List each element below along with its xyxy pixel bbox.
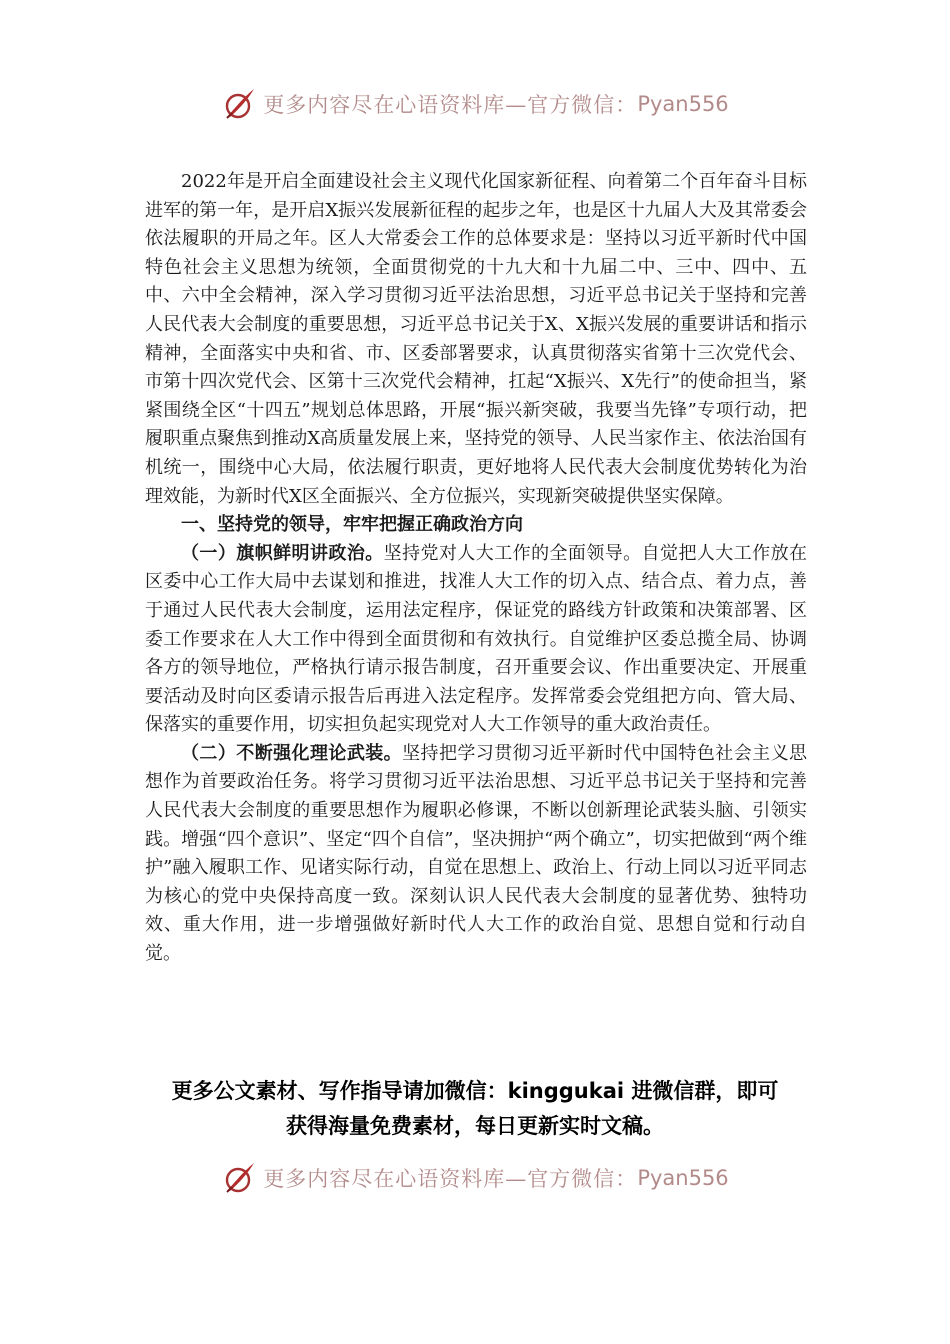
- subsection-2-lead: （二）不断强化理论武装。: [181, 742, 403, 764]
- subsection-2-text: 坚持把学习贯彻习近平新时代中国特色社会主义思想作为首要政治任务。将学习贯彻习近平法治思想、习近平总书记关于坚持和完善人民代表大会制度的重要思想作为履职必修课，不断以创新理论武装头脑、引领实践。增强“四个意识”、坚定“四个自信”，坚决拥护“两个确立”，切实把做到“两个维护”融入履职工作、见诸实际行动，自觉在思想上、政治上、行动上同以习近平同志为核心的党中央保持高度一致。深刻认识人民代表大会制度的显著优势、独特功效、重大作用，进一步增强做好新时代人大工作的政治自觉、思想自觉和行动自觉。: [145, 742, 808, 965]
- subsection-1-text: 坚持党对人大工作的全面领导。自觉把人大工作放在区委中心工作大局中去谋划和推进，找准人大工作的切入点、结合点、着力点，善于通过人民代表大会制度，运用法定程序，保证党的路线方针政策和决策部署、区委工作要求在人大工作中得到全面贯彻和有效执行。自觉维护区委总揽全局、协调各方的领导地位，严格执行请示报告制度，召开重要会议、作出重要决定、开展重要活动及时向区委请示报告后再进入法定程序。发挥常委会党组把方向、管大局、保落实的重要作用，切实担负起实现党对人大工作领导的重大政治责任。: [145, 542, 808, 736]
- subsection-paragraph-1: [145, 540, 807, 740]
- quill-pen-logo-icon: [221, 1160, 257, 1196]
- banner-wechat-id: Pyan556: [637, 1166, 729, 1190]
- banner-text: 更多内容尽在心语资料库—官方微信：: [263, 1167, 638, 1191]
- promo-line-1: 更多公文素材、写作指导请加微信：kinggukai 进微信群，即可: [171, 1079, 779, 1103]
- header-banner: [0, 82, 950, 126]
- banner-wechat-id: Pyan556: [637, 92, 729, 116]
- quill-pen-logo-icon: [221, 86, 257, 122]
- banner-text: 更多内容尽在心语资料库—官方微信：: [263, 93, 638, 117]
- section-heading: 一、坚持党的领导，牢牢把握正确政治方向: [181, 514, 523, 536]
- promo-line-2: 获得海量免费素材，每日更新实时文稿。: [286, 1114, 664, 1138]
- document-body: [145, 168, 807, 969]
- subsection-paragraph-2: [145, 740, 807, 969]
- promo-notice: [100, 1074, 850, 1144]
- intro-paragraph: [145, 168, 807, 511]
- subsection-1-lead: （一）旗帜鲜明讲政治。: [181, 542, 384, 564]
- intro-text: 2022年是开启全面建设社会主义现代化国家新征程、向着第二个百年奋斗目标进军的第一年，是开启X振兴发展新征程的起步之年，也是区十九届人大及其常委会依法履职的开局之年。区人大常委会工作的总体要求是：坚持以习近平新时代中国特色社会主义思想为统领，全面贯彻党的十九大和十九届二中、三中、四中、五中、六中全会精神，深入学习贯彻习近平法治思想，习近平总书记关于坚持和完善人民代表大会制度的重要思想，习近平总书记关于X、X振兴发展的重要讲话和指示精神，全面落实中央和省、市、区委部署要求，认真贯彻落实省第十三次党代会、市第十四次党代会、区第十三次党代会精神，扛起“X振兴、X先行”的使命担当，紧紧围绕全区“十四五”规划总体思路，开展“振兴新突破，我要当先锋”专项行动，把履职重点聚焦到推动X高质量发展上来，坚持党的领导、人民当家作主、依法治国有机统一，围绕中心大局，依法履行职责，更好地将人民代表大会制度优势转化为治理效能，为新时代X区全面振兴、全方位振兴，实现新突破提供坚实保障。: [145, 171, 807, 507]
- footer-banner: [0, 1156, 950, 1200]
